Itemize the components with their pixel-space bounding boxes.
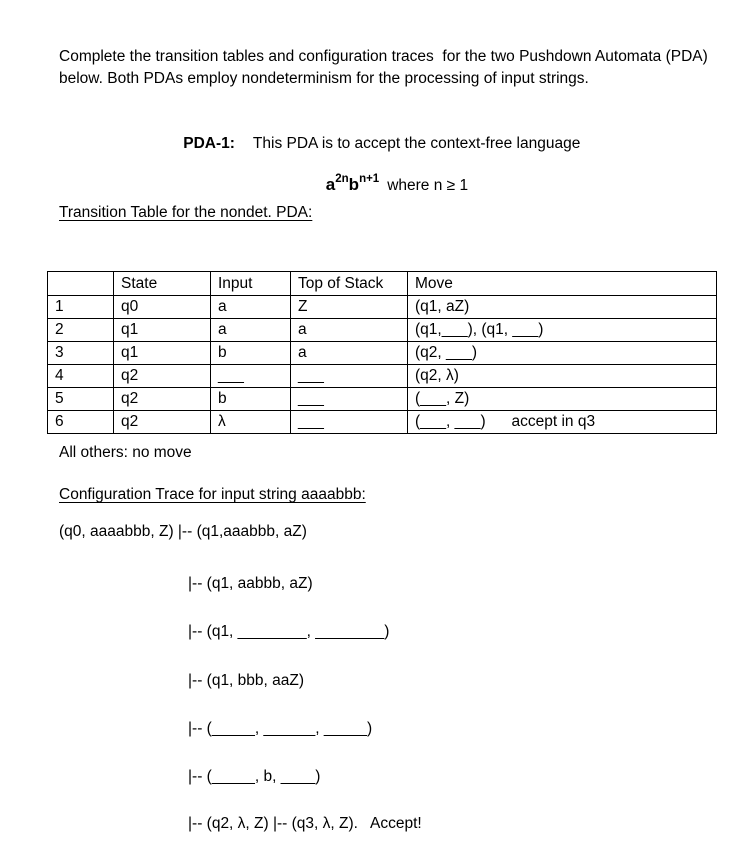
trace-line-3: |-- (q1, ________, ________) bbox=[188, 623, 390, 640]
trace-heading: Configuration Trace for input string aaaabbb: bbox=[59, 486, 366, 503]
intro-line-1: Complete the transition tables and configuration traces for the two Pushdown Automata (PDA) bbox=[59, 48, 708, 65]
cell-input: a bbox=[211, 319, 291, 342]
cell-move: (___, Z) bbox=[408, 388, 717, 411]
cell-input: ___ bbox=[211, 365, 291, 388]
cell-num: 4 bbox=[48, 365, 114, 388]
cell-top-of-stack: ___ bbox=[291, 388, 408, 411]
trace-line-6: |-- (_____, b, ____) bbox=[188, 768, 321, 785]
cell-num: 6 bbox=[48, 411, 114, 434]
table-row bbox=[48, 342, 717, 365]
cell-top-of-stack: ___ bbox=[291, 411, 408, 434]
transition-table bbox=[47, 271, 717, 434]
formula-exponent-a: 2n bbox=[335, 173, 349, 185]
header-move: Move bbox=[408, 272, 717, 296]
header-input: Input bbox=[211, 272, 291, 296]
formula-exponent-b: n+1 bbox=[359, 173, 380, 185]
cell-num: 5 bbox=[48, 388, 114, 411]
formula-base-a: a bbox=[325, 175, 336, 194]
trace-line-5: |-- (_____, ______, _____) bbox=[188, 720, 373, 737]
formula-base-b: b bbox=[348, 175, 360, 194]
table-row bbox=[48, 319, 717, 342]
cell-input: b bbox=[211, 342, 291, 365]
cell-num: 2 bbox=[48, 319, 114, 342]
cell-state: q2 bbox=[114, 388, 211, 411]
trace-line-7: |-- (q2, λ, Z) |-- (q3, λ, Z). Accept! bbox=[188, 815, 422, 832]
intro-line-2: below. Both PDAs employ nondeterminism for the processing of input strings. bbox=[59, 70, 589, 87]
trace-line-4: |-- (q1, bbb, aaZ) bbox=[188, 672, 305, 689]
cell-input: λ bbox=[211, 411, 291, 434]
cell-move: (q1, aZ) bbox=[408, 296, 717, 319]
cell-move: (q2, ___) bbox=[408, 342, 717, 365]
cell-state: q0 bbox=[114, 296, 211, 319]
transition-table-heading: Transition Table for the nondet. PDA: bbox=[59, 204, 313, 221]
trace-line-2: |-- (q1, aabbb, aZ) bbox=[188, 575, 313, 592]
cell-input: a bbox=[211, 296, 291, 319]
cell-state: q1 bbox=[114, 342, 211, 365]
pda1-label: PDA-1: bbox=[183, 135, 235, 152]
cell-top-of-stack: a bbox=[291, 342, 408, 365]
cell-state: q2 bbox=[114, 365, 211, 388]
table-row bbox=[48, 411, 717, 434]
intro-paragraph bbox=[59, 46, 708, 90]
cell-top-of-stack: a bbox=[291, 319, 408, 342]
header-state: State bbox=[114, 272, 211, 296]
table-row bbox=[48, 365, 717, 388]
cell-state: q1 bbox=[114, 319, 211, 342]
trace-line-1: (q0, aaaabbb, Z) |-- (q1,aaabbb, aZ) bbox=[59, 523, 307, 540]
cell-top-of-stack: Z bbox=[291, 296, 408, 319]
language-formula bbox=[308, 157, 468, 213]
cell-state: q2 bbox=[114, 411, 211, 434]
header-blank bbox=[48, 272, 114, 296]
table-footnote: All others: no move bbox=[59, 444, 192, 461]
cell-num: 3 bbox=[48, 342, 114, 365]
table-header-row bbox=[48, 272, 717, 296]
formula-condition: where n ≥ 1 bbox=[387, 177, 469, 194]
cell-num: 1 bbox=[48, 296, 114, 319]
table-row bbox=[48, 388, 717, 411]
cell-move: (q2, λ) bbox=[408, 365, 717, 388]
cell-move: (___, ___) accept in q3 bbox=[408, 411, 717, 434]
table-row bbox=[48, 296, 717, 319]
header-top-of-stack: Top of Stack bbox=[291, 272, 408, 296]
pda1-description: This PDA is to accept the context-free language bbox=[252, 135, 581, 152]
cell-move: (q1,___), (q1, ___) bbox=[408, 319, 717, 342]
cell-input: b bbox=[211, 388, 291, 411]
cell-top-of-stack: ___ bbox=[291, 365, 408, 388]
